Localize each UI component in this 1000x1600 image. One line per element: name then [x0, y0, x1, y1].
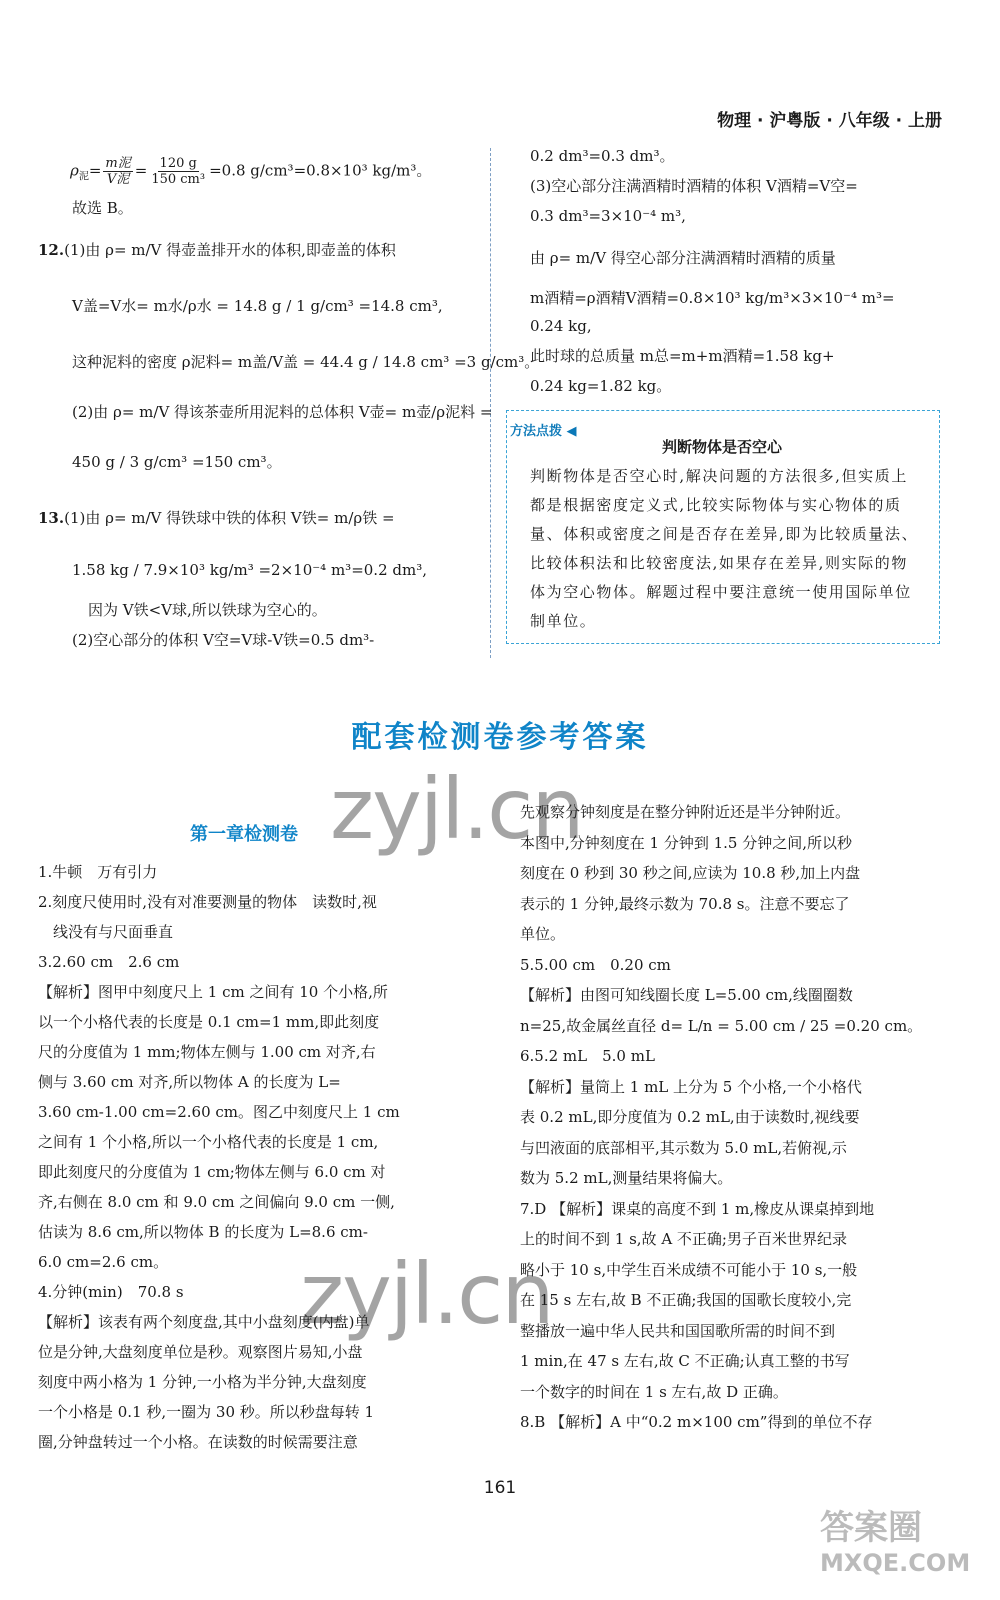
answer-line: $\rho_泥=$ $\frac{\text{m泥}}{\text{V泥}}$ = $\frac{120 g}{\text{150 cm³}}$ =0.8 g/cm³=0.8×10³ kg/m³。 — [70, 156, 432, 187]
stamp-text: 答案圈 — [820, 1508, 922, 1548]
answer-line: 单位。 — [520, 925, 566, 943]
answer-line: 之间有 1 个小格,所以一个小格代表的长度是 1 cm, — [38, 1133, 379, 1151]
answer-line: 【解析】该表有两个刻度盘,其中小盘刻度(内盘)单 — [38, 1313, 370, 1331]
answer-line: 【解析】由图可知线圈长度 L=5.00 cm,线圈圈数 — [520, 986, 853, 1004]
answer-line: 位是分钟,大盘刻度单位是秒。观察图片易知,小盘 — [38, 1343, 363, 1361]
answer-line: (3)空心部分注满酒精时酒精的体积 V酒精=V空= — [530, 177, 858, 195]
answer-line: 8.B 【解析】A 中“0.2 m×100 cm”得到的单位不存 — [520, 1413, 873, 1431]
watermark: zyjl.cn — [330, 760, 583, 858]
method-tip-tag: 方法点拨 ◀ — [510, 424, 577, 439]
answer-line: 先观察分钟刻度是在整分钟附近还是半分钟附近。 — [520, 803, 851, 821]
answer-line: 表 0.2 mL,即分度值为 0.2 mL,由于读数时,视线要 — [520, 1108, 860, 1126]
answer-line: 整播放一遍中华人民共和国国歌所需的时间不到 — [520, 1321, 836, 1340]
answer-line: 线没有与尺面垂直 — [38, 923, 174, 941]
answer-line: 1.牛顿 万有引力 — [38, 863, 158, 881]
section-title: 配套检测卷参考答案 — [351, 720, 649, 755]
answer-line: 3.60 cm-1.00 cm=2.60 cm。图乙中刻度尺上 1 cm — [38, 1103, 400, 1121]
answer-line: 与凹液面的底部相平,其示数为 5.0 mL,若俯视,示 — [520, 1138, 847, 1157]
answer-line: 在 15 s 左右,故 B 不正确;我国的国歌长度较小,完 — [520, 1291, 852, 1309]
answer-line: 7.D 【解析】课桌的高度不到 1 m,橡皮从课桌掉到地 — [520, 1199, 875, 1218]
answer-line: 4.分钟(min) 70.8 s — [38, 1283, 184, 1301]
answer-line: 【解析】量筒上 1 mL 上分为 5 个小格,一个小格代 — [520, 1077, 862, 1096]
answer-line: (2)空心部分的体积 V空=V球-V铁=0.5 dm³- — [72, 631, 375, 649]
answer-line: 6.0 cm=2.6 cm。 — [38, 1253, 169, 1271]
answer-line: 估读为 8.6 cm,所以物体 B 的长度为 L=8.6 cm- — [38, 1223, 368, 1241]
answer-line: m酒精=ρ酒精V酒精=0.8×10³ kg/m³×3×10⁻⁴ m³= — [530, 289, 895, 307]
chapter-title: 第一章检测卷 — [190, 824, 298, 845]
answer-line: 一个小格是 0.1 秒,一圈为 30 秒。所以秒盘每转 1 — [38, 1403, 375, 1421]
answer-line: 齐,右侧在 8.0 cm 和 9.0 cm 之间偏向 9.0 cm 一侧, — [38, 1193, 395, 1211]
answer-line: 0.24 kg, — [530, 317, 592, 335]
answer-line: 侧与 3.60 cm 对齐,所以物体 A 的长度为 L= — [38, 1073, 341, 1091]
answer-line: 上的时间不到 1 s,故 A 不正确;男子百米世界纪录 — [520, 1230, 847, 1248]
answer-line: n=25,故金属丝直径 d= L/n = 5.00 cm / 25 =0.20 cm。 — [520, 1016, 923, 1035]
answer-line: 尺的分度值为 1 mm;物体左侧与 1.00 cm 对齐,右 — [38, 1043, 376, 1061]
answer-line: 6.5.2 mL 5.0 mL — [520, 1047, 655, 1065]
answer-line: 数为 5.2 mL,测量结果将偏大。 — [520, 1169, 733, 1187]
answer-line: 以一个小格代表的长度是 0.1 cm=1 mm,即此刻度 — [38, 1013, 380, 1031]
stamp-url: MXQE.COM — [820, 1549, 971, 1577]
answer-line: 2.刻度尺使用时,没有对准要测量的物体 读数时,视 — [38, 893, 377, 911]
answer-line: 圈,分钟盘转过一个小格。在读数的时候需要注意 — [38, 1433, 358, 1451]
answer-line: 刻度在 0 秒到 30 秒之间,应读为 10.8 秒,加上内盘 — [520, 864, 861, 882]
answer-line: 故选 B。 — [72, 199, 133, 217]
watermark: zyjl.cn — [300, 1245, 553, 1343]
answer-line: 3.2.60 cm 2.6 cm — [38, 953, 180, 971]
answer-line: 由 ρ= m/V 得空心部分注满酒精时酒精的质量 — [530, 249, 836, 267]
answer-line: 表示的 1 分钟,最终示数为 70.8 s。注意不要忘了 — [520, 894, 850, 913]
answer-line: V盖=V水= m水/ρ水 = 14.8 g / 1 g/cm³ =14.8 cm³, — [72, 297, 443, 315]
question-number: 13.(1)由 ρ= m/V 得铁球中铁的体积 V铁= m/ρ铁 = — [38, 509, 395, 527]
speaker-icon: ◀ — [566, 424, 577, 439]
answer-line: 此时球的总质量 m总=m+m酒精=1.58 kg+ — [530, 347, 835, 365]
answer-line: 0.24 kg=1.82 kg。 — [530, 377, 672, 395]
answer-line: 1 min,在 47 s 左右,故 C 不正确;认真工整的书写 — [520, 1352, 850, 1370]
method-tip-text: 判断物体是否空心时,解决问题的方法很多,但实质上都是根据密度定义式,比较实际物体与实心物体的质量、体积或密度之间是否存在差异,即为比较质量法、比较体积法和比较密度法,如果存在差异,则实际的物体为空心物体。解题过程中要注意统一使用国际单位制单位。 — [530, 467, 919, 630]
page-header: 物理 · 沪粤版 · 八年级 · 上册 — [717, 111, 942, 131]
answer-line: 5.5.00 cm 0.20 cm — [520, 955, 671, 974]
method-tip-title: 判断物体是否空心 — [661, 438, 782, 456]
answer-line: 即此刻度尺的分度值为 1 cm;物体左侧与 6.0 cm 对 — [38, 1163, 386, 1181]
page-number: 161 — [483, 1478, 517, 1498]
answer-line: 450 g / 3 g/cm³ =150 cm³。 — [72, 453, 282, 471]
answer-line: (2)由 ρ= m/V 得该茶壶所用泥料的总体积 V壶= m壶/ρ泥料 = — [72, 403, 493, 421]
site-stamp-logo — [820, 1500, 990, 1590]
answer-line: 0.2 dm³=0.3 dm³。 — [530, 147, 675, 165]
answer-line: 略小于 10 s,中学生百米成绩不可能小于 10 s,一般 — [520, 1260, 858, 1279]
answer-line: 0.3 dm³=3×10⁻⁴ m³, — [530, 207, 686, 225]
answer-line: 1.58 kg / 7.9×10³ kg/m³ =2×10⁻⁴ m³=0.2 dm³, — [72, 561, 427, 579]
answer-line: 刻度中两小格为 1 分钟,一小格为半分钟,大盘刻度 — [38, 1373, 367, 1391]
answer-line: 本图中,分钟刻度在 1 分钟到 1.5 分钟之间,所以秒 — [520, 833, 853, 852]
answer-line: 因为 V铁<V球,所以铁球为空心的。 — [88, 601, 327, 619]
question-number: 12.(1)由 ρ= m/V 得壶盖排开水的体积,即壶盖的体积 — [38, 241, 396, 259]
answer-line: 【解析】图甲中刻度尺上 1 cm 之间有 10 个小格,所 — [38, 983, 388, 1001]
answer-line: 这种泥料的密度 ρ泥料= m盖/V盖 = 44.4 g / 14.8 cm³ =3 g/cm³。 — [72, 353, 540, 371]
answer-line: 一个数字的时间在 1 s 左右,故 D 正确。 — [520, 1382, 788, 1401]
